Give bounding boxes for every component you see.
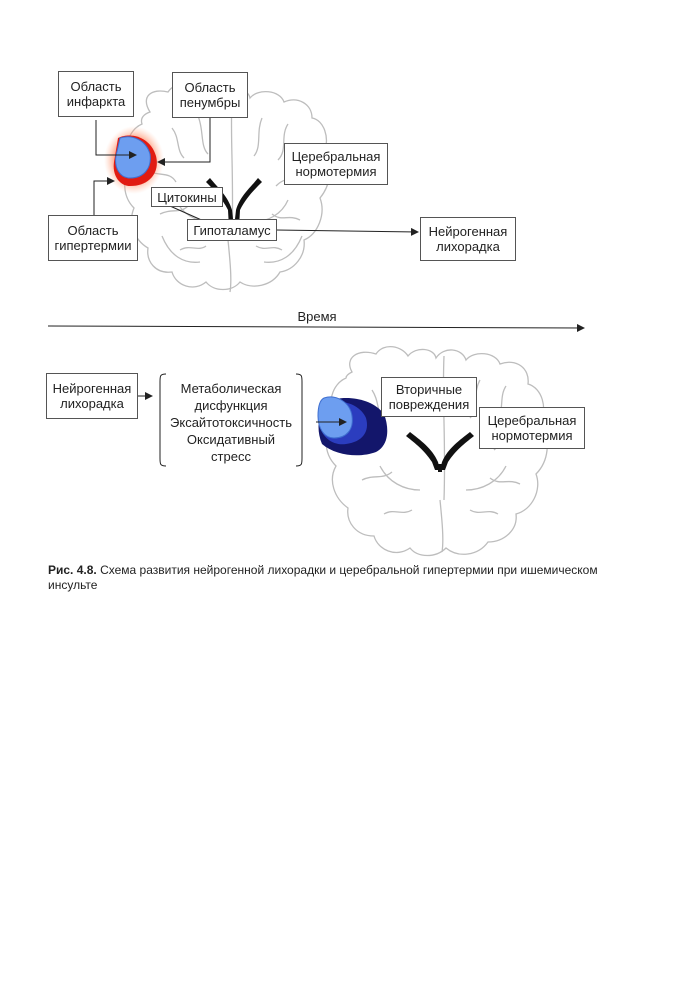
bottom-normothermia-line-1: Церебральная [487, 413, 577, 428]
infarct-area-label [58, 71, 134, 117]
hypothalamus-label [187, 219, 277, 241]
consequence-4: Оксидативный [186, 432, 276, 447]
consequence-5: стресс [211, 449, 251, 464]
bottom-fever-line-2: лихорадка [60, 396, 124, 411]
infarct-area-line-1: Область [70, 79, 122, 94]
bottom-cerebral-normothermia-label [479, 407, 585, 449]
time-axis-arrow [48, 326, 584, 328]
caption-label: Рис. 4.8. [48, 563, 97, 577]
cytokines-text: Цитокины [157, 189, 217, 205]
hyperthermia-line-2: гипертермии [54, 238, 132, 253]
top-fever-line-2: лихорадка [436, 239, 500, 254]
bottom-normothermia-line-2: нормотермия [491, 428, 573, 443]
top-normothermia-line-2: нормотермия [295, 164, 377, 179]
bottom-neurogenic-fever-label [46, 373, 138, 419]
penumbra-area-line-2: пенумбры [179, 95, 241, 110]
infarct-area-line-2: инфаркта [66, 94, 126, 109]
penumbra-area-line-1: Область [184, 80, 236, 95]
cytokines-label [151, 187, 223, 207]
consequence-1: Метаболическая [180, 381, 282, 396]
hyperthermia-area-label [48, 215, 138, 261]
secondary-damage-label [381, 377, 477, 417]
penumbra-area-label [172, 72, 248, 118]
top-cerebral-normothermia-label [284, 143, 388, 185]
bottom-ventricles [406, 432, 474, 472]
consequence-2: дисфункция [194, 398, 268, 413]
top-neurogenic-fever-label [420, 217, 516, 261]
secondary-damage-line-1: Вторичные [395, 382, 463, 397]
time-axis-label: Время [297, 309, 337, 324]
figure-caption [48, 563, 638, 593]
secondary-damage-line-2: повреждения [388, 397, 470, 412]
hypothalamus-text: Гипоталамус [193, 222, 271, 238]
consequence-3: Эксайтотоксичность [170, 415, 292, 430]
top-fever-line-1: Нейрогенная [428, 224, 508, 239]
bottom-fever-line-1: Нейрогенная [52, 381, 132, 396]
hyperthermia-line-1: Область [67, 223, 119, 238]
consequences-list [164, 380, 298, 465]
caption-text: Схема развития нейрогенной лихорадки и церебральной гипертермии при ишемическом инсульте [48, 563, 598, 592]
top-normothermia-line-1: Церебральная [291, 149, 381, 164]
